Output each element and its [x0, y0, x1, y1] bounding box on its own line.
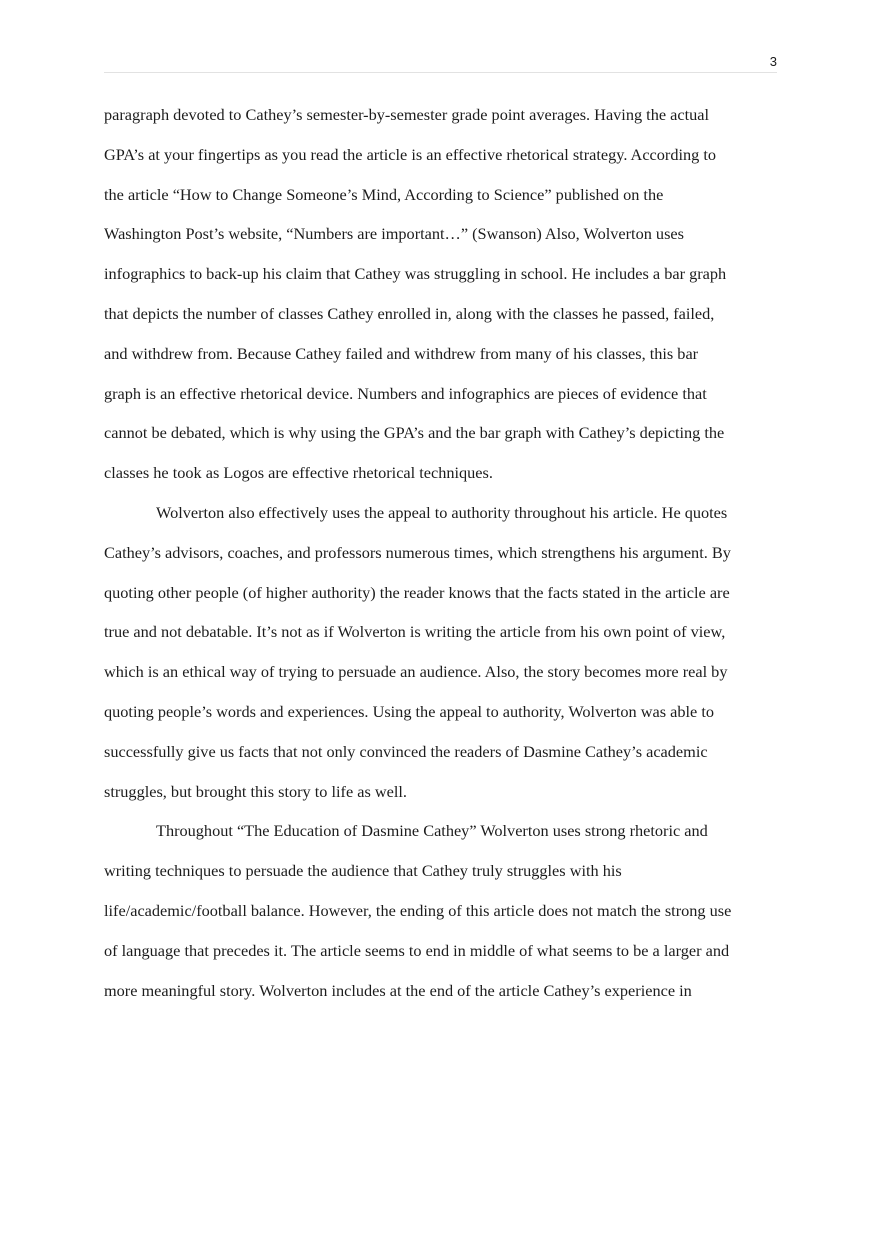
page-number: 3 — [769, 54, 777, 69]
text-line: of language that precedes it. The article seems to end in middle of what seems to be a larger and — [104, 940, 730, 960]
text-line: life/academic/football balance. However, the ending of this article does not match the strong use — [104, 900, 732, 920]
text-line: struggles, but brought this story to life as well. — [104, 781, 407, 801]
text-line: successfully give us facts that not only convinced the readers of Dasmine Cathey’s academic — [104, 741, 708, 761]
text-line: and withdrew from. Because Cathey failed and withdrew from many of his classes, this bar — [104, 343, 699, 363]
text-line: Wolverton also effectively uses the appeal to authority throughout his article. He quotes — [156, 502, 728, 522]
text-line: paragraph devoted to Cathey’s semester-by-semester grade point averages. Having the actual — [104, 105, 710, 124]
text-line: graph is an effective rhetorical device. Numbers and infographics are pieces of evidence that — [104, 383, 707, 403]
text-line: which is an ethical way of trying to persuade an audience. Also, the story becomes more real by — [104, 662, 728, 682]
paragraph-2 — [104, 497, 777, 815]
text-line: that depicts the number of classes Cathey enrolled in, along with the classes he passed, failed, — [104, 303, 715, 323]
text-line: quoting other people (of higher authority) the reader knows that the facts stated in the article are — [104, 582, 730, 602]
text-line: more meaningful story. Wolverton includes at the end of the article Cathey’s experience in — [104, 980, 692, 1000]
paragraph-3 — [104, 815, 777, 1014]
text-line: classes he took as Logos are effective rhetorical techniques. — [104, 463, 493, 483]
text-line: Washington Post’s website, “Numbers are important…” (Swanson) Also, Wolverton uses — [104, 224, 684, 244]
header-divider — [104, 72, 777, 73]
text-line: writing techniques to persuade the audience that Cathey truly struggles with his — [104, 861, 622, 881]
text-line: true and not debatable. It’s not as if Wolverton is writing the article from his own point of view, — [104, 622, 726, 642]
body-text — [104, 99, 777, 1014]
paragraph-1 — [104, 99, 777, 497]
text-line: infographics to back-up his claim that Cathey was struggling in school. He includes a bar graph — [104, 264, 727, 284]
text-line: the article “How to Change Someone’s Mind, According to Science” published on the — [104, 184, 664, 204]
text-line: cannot be debated, which is why using the GPA’s and the bar graph with Cathey’s depicting the — [104, 423, 725, 443]
text-line: GPA’s at your fingertips as you read the article is an effective rhetorical strategy. According to — [104, 144, 717, 164]
text-line: quoting people’s words and experiences. Using the appeal to authority, Wolverton was able to — [104, 701, 714, 721]
text-line: Throughout “The Education of Dasmine Cathey” Wolverton uses strong rhetoric and — [156, 821, 708, 841]
text-line: Cathey’s advisors, coaches, and professors numerous times, which strengthens his argument. By — [104, 542, 731, 562]
